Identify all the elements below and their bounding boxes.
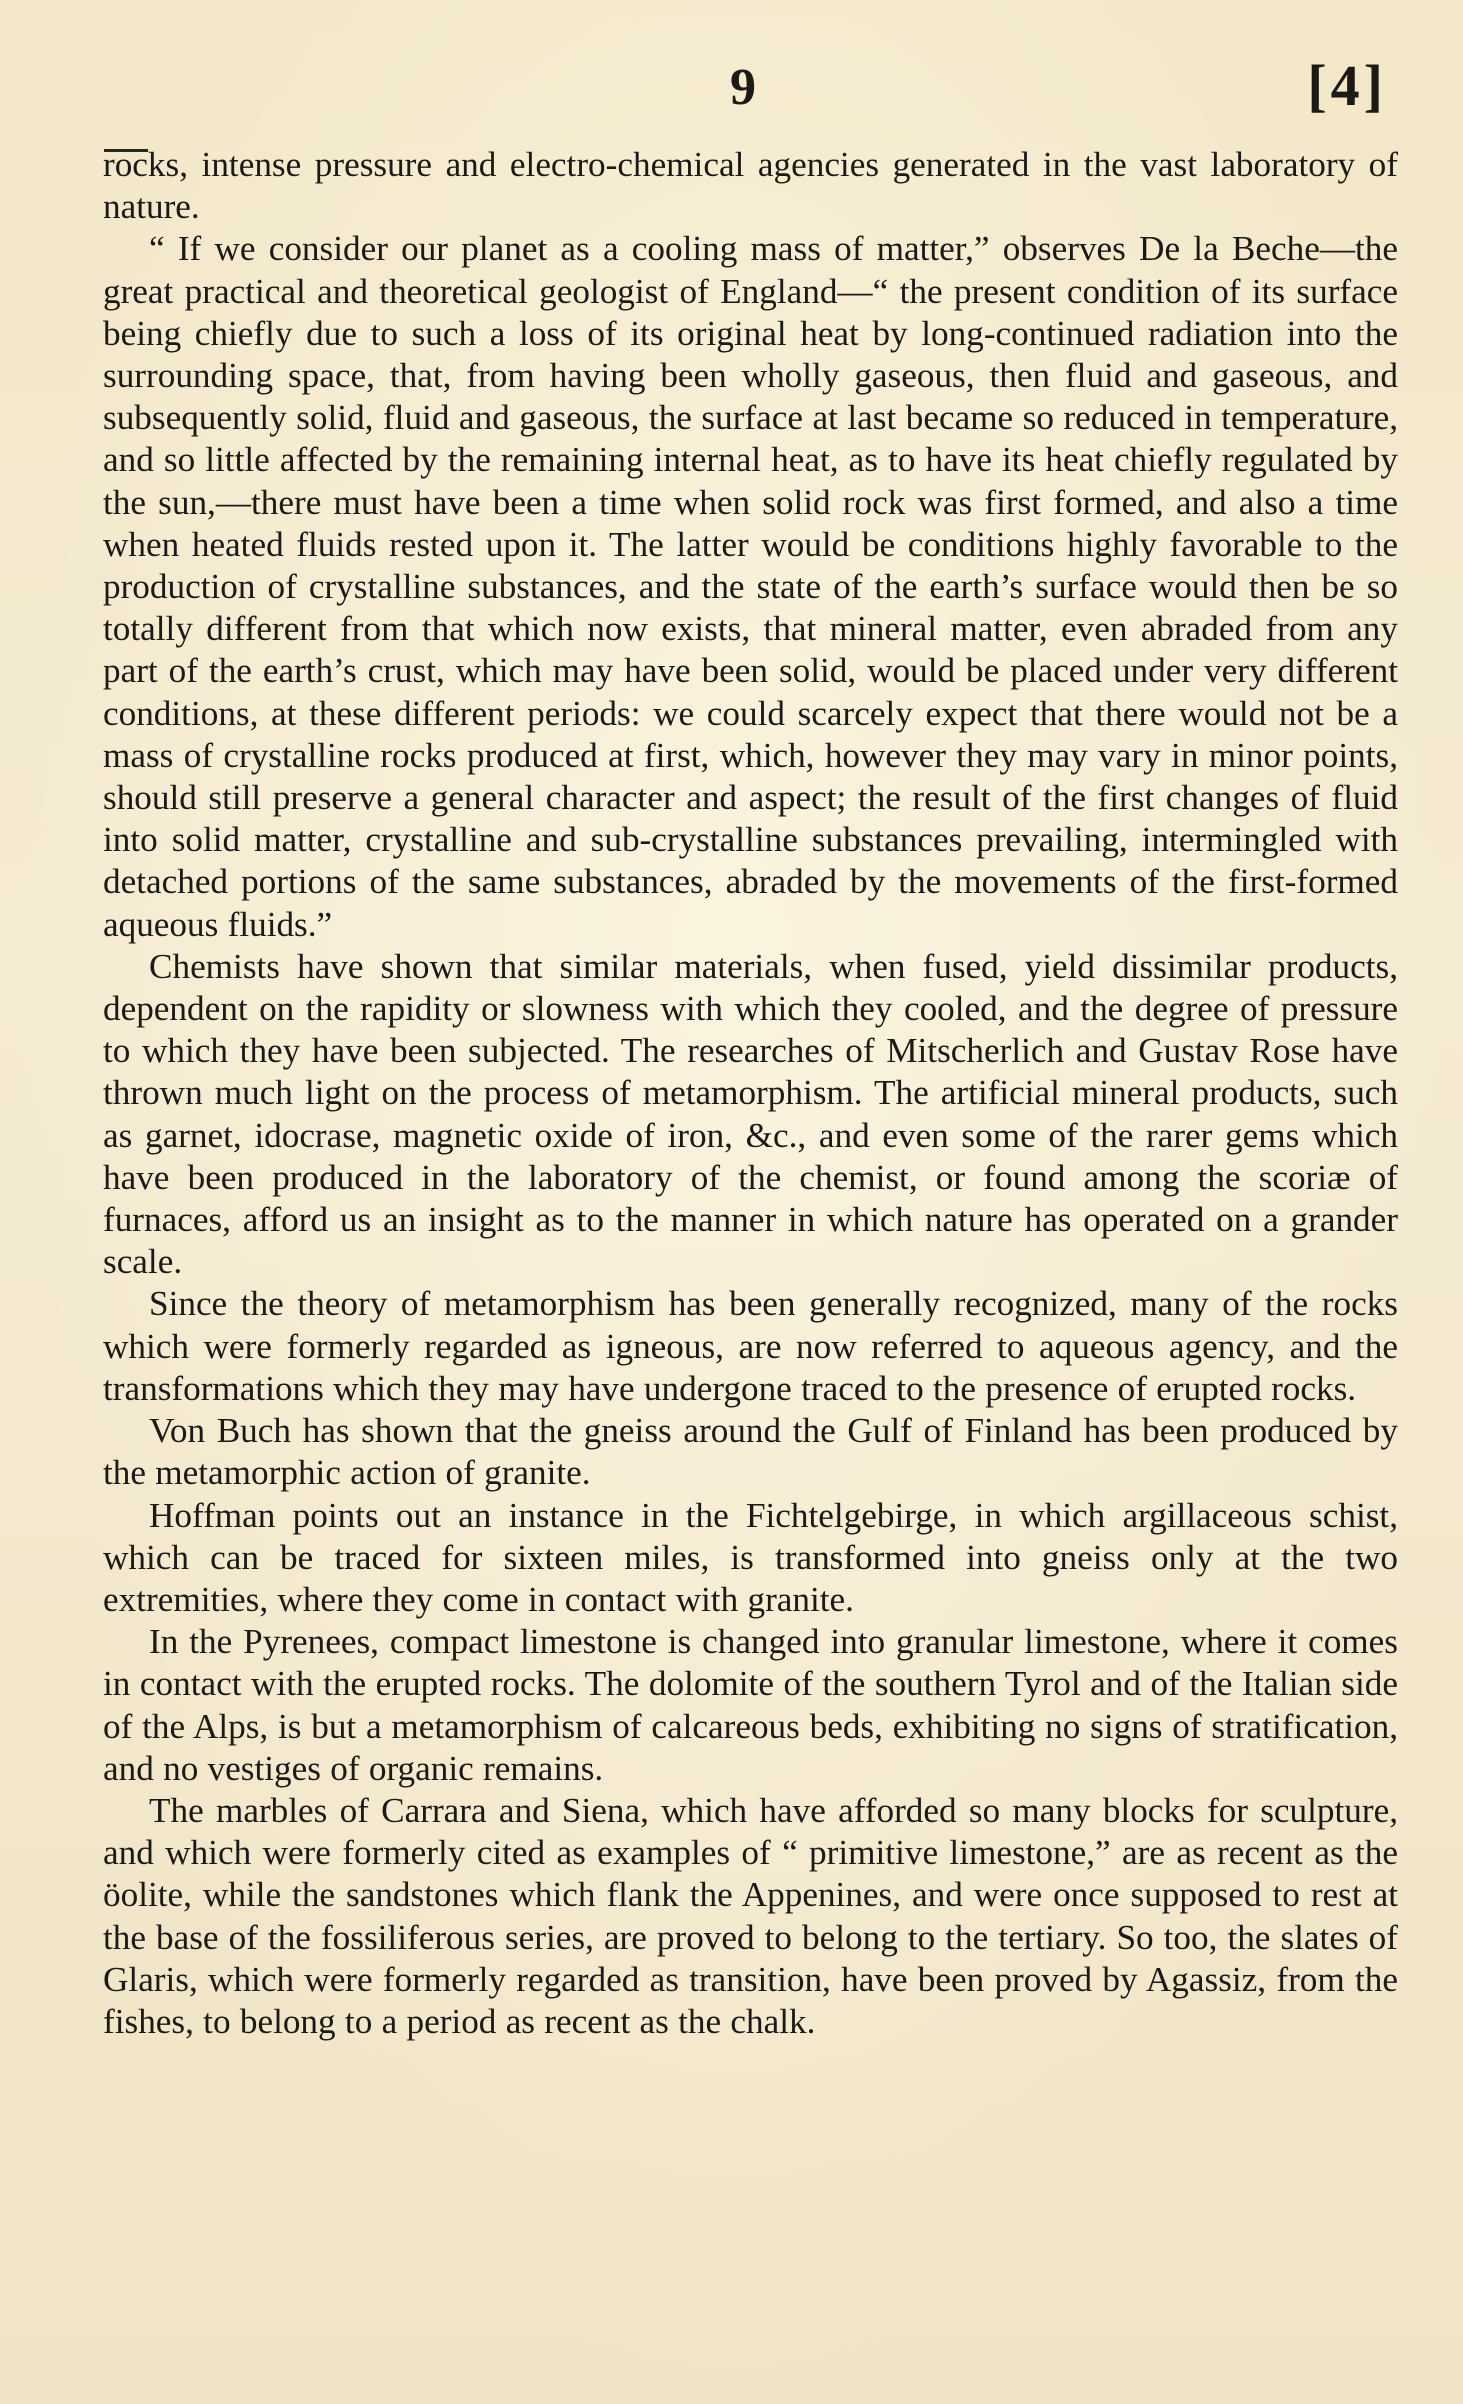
page-number: 9 bbox=[730, 59, 757, 116]
paragraph-carrara-marbles: The marbles of Carrara and Siena, which have afforded so many blocks for sculpture, and which were formerly cited as examples of “ primitive limestone,” are as recent as the öolite, while the sandstones which flank the Appenines, and were once supposed to rest at the base of the fossiliferous series, are proved to belong to the tertiary. So too, the slates of Glaris, which were formerly regarded as transition, have been proved by Agassiz, from the fishes, to belong to a period as recent as the chalk. bbox=[103, 1790, 1398, 2041]
paragraph-pyrenees: In the Pyrenees, compact limestone is changed into granular limestone, where it comes in contact with the erupted rocks. The dolomite of the southern Tyrol and of the Italian side of the Alps, is but a metamorphism of calcareous beds, exhibiting no signs of stratification, and no vestiges of organic remains. bbox=[103, 1622, 1398, 1788]
body-text bbox=[103, 144, 1398, 2043]
paragraph-hoffman: Hoffman points out an instance in the Fichtelgebirge, in which argillaceous schist, which can be traced for sixteen miles, is transformed into gneiss only at the two extremities, where they come in contact with granite. bbox=[103, 1495, 1398, 1619]
paragraph-continuation: rocks, intense pressure and electro-chemical agencies generated in the vast laboratory of nature. bbox=[103, 145, 1398, 227]
paragraph-metamorphism-theory: Since the theory of metamorphism has been generally recognized, many of the rocks which were formerly regarded as igneous, are now referred to aqueous agency, and the transformations which they may have undergone traced to the presence of erupted rocks. bbox=[103, 1284, 1398, 1408]
signature-mark: [4] bbox=[1307, 53, 1387, 118]
paragraph-von-buch: Von Buch has shown that the gneiss around the Gulf of Finland has been produced by the metamorphic action of granite. bbox=[103, 1411, 1398, 1493]
paragraph-de-la-beche-quote: “ If we consider our planet as a cooling mass of matter,” observes De la Beche—the great practical and theoretical geologist of England—“ the present condition of its surface being chiefly due to such a loss of its original heat by long-continued radiation into the surrounding space, that, from having been wholly gaseous, then fluid and gaseous, and subsequently solid, fluid and gaseous, the surface at last became so reduced in temperature, and so little affected by the remaining internal heat, as to have its heat chiefly regulated by the sun,—there must have been a time when solid rock was first formed, and also a time when heated fluids rested upon it. The latter would be conditions highly favorable to the production of crystalline substances, and the state of the earth’s surface would then be so totally different from that which now exists, that mineral matter, even abraded from any part of the earth’s crust, which may have been solid, would be placed under very different conditions, at these different periods: we could scarcely expect that there would not be a mass of crystalline rocks produced at first, which, however they may vary in minor points, should still preserve a general character and aspect; the result of the first changes of fluid into solid matter, crystalline and sub-crystalline substances prevailing, intermingled with detached portions of the same substances, abraded by the movements of the first-formed aqueous fluids.” bbox=[103, 229, 1398, 944]
paragraph-chemists: Chemists have shown that similar materials, when fused, yield dissimilar products, dependent on the rapidity or slowness with which they cooled, and the degree of pressure to which they have been subjected. The researches of Mitscherlich and Gustav Rose have thrown much light on the process of metamorphism. The artificial mineral products, such as garnet, idocrase, magnetic oxide of iron, &c., and even some of the rarer gems which have been produced in the laboratory of the chemist, or found among the scoriæ of furnaces, afford us an insight as to the manner in which nature has operated on a grander scale. bbox=[103, 946, 1398, 1282]
